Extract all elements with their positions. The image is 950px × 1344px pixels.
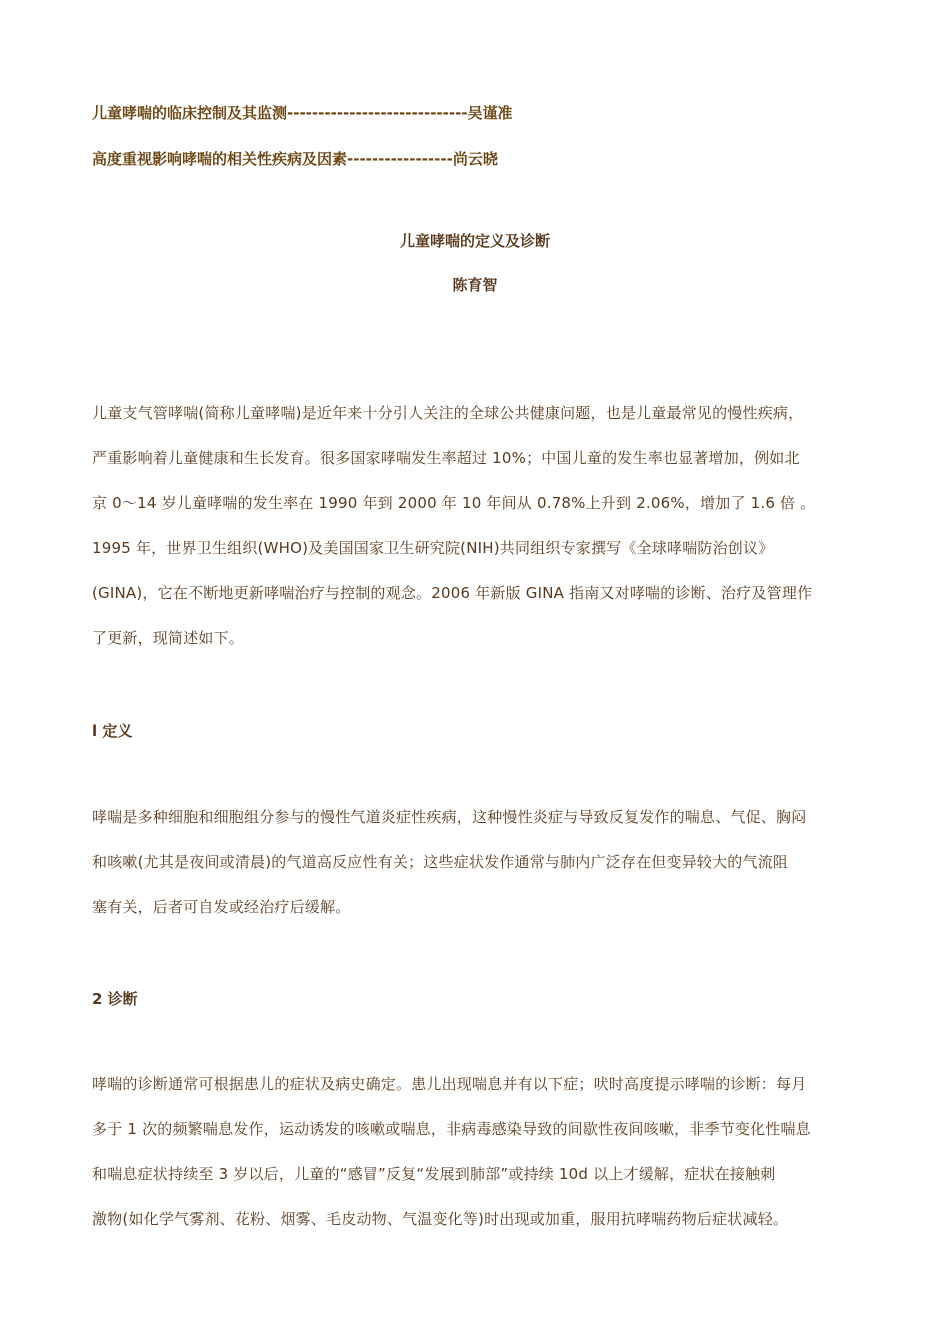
intro-paragraph [92,391,872,661]
diagnosis-line: 多于 1 次的频繁喘息发作，运动诱发的咳嗽或喘息，非病毒感染导致的间歇性夜间咳嗽，非季节变化性喘息 [92,1120,811,1138]
toc-entry-related-diseases: 高度重视影响哮喘的相关性疾病及因素-----------------尚云晓 [92,150,498,168]
definition-line: 塞有关，后者可自发或经治疗后缓解。 [92,898,351,916]
definition-paragraph [92,795,872,930]
intro-line: (GINA)，它在不断地更新哮喘治疗与控制的观念。2006 年新版 GINA 指南又对哮喘的诊断、治疗及管理作 [92,584,813,602]
toc-entry-clinical-control: 儿童哮喘的临床控制及其监测-----------------------------吴谨准 [92,104,513,122]
diagnosis-paragraph [92,1062,872,1242]
intro-line: 严重影响着儿童健康和生长发育。很多国家哮喘发生率超过 10%；中国儿童的发生率也显著增加，例如北 [92,449,800,467]
intro-line: 儿童支气管哮喘(简称儿童哮喘)是近年来十分引人关注的全球公共健康问题，也是儿童最常见的慢性疾病， [92,404,804,422]
intro-line: 1995 年，世界卫生组织(WHO)及美国国家卫生研究院(NIH)共同组织专家撰写《全球哮喘防治创议》 [92,539,774,557]
section-heading-definition: l 定义 [92,722,133,740]
definition-line: 哮喘是多种细胞和细胞组分参与的慢性气道炎症性疾病，这种慢性炎症与导致反复发作的喘息、气促、胸闷 [92,808,807,826]
article-author: 陈育智 [452,276,498,294]
section-heading-diagnosis: 2 诊断 [92,990,138,1008]
diagnosis-line: 哮喘的诊断通常可根据患儿的症状及病史确定。患儿出现喘息并有以下症；吠时高度提示哮喘的诊断：每月 [92,1075,807,1093]
diagnosis-line: 和喘息症状持续至 3 岁以后，儿童的“感冒”反复“发展到肺部”或持续 10d 以上才缓解，症状在接触刺 [92,1165,776,1183]
intro-line: 了更新，现简述如下。 [92,629,245,647]
intro-line: 京 0～14 岁儿童哮喘的发生率在 1990 年到 2000 年 10 年间从 0.78%上升到 2.06%，增加了 1.6 倍 。 [92,494,816,512]
diagnosis-line: 激物(如化学气雾剂、花粉、烟雾、毛皮动物、气温变化等)时出现或加重，服用抗哮喘药物后症状减轻。 [92,1210,789,1228]
definition-line: 和咳嗽(尤其是夜间或清晨)的气道高反应性有关；这些症状发作通常与肺内广泛存在但变异较大的气流阻 [92,853,789,871]
article-title: 儿童哮喘的定义及诊断 [399,232,550,250]
